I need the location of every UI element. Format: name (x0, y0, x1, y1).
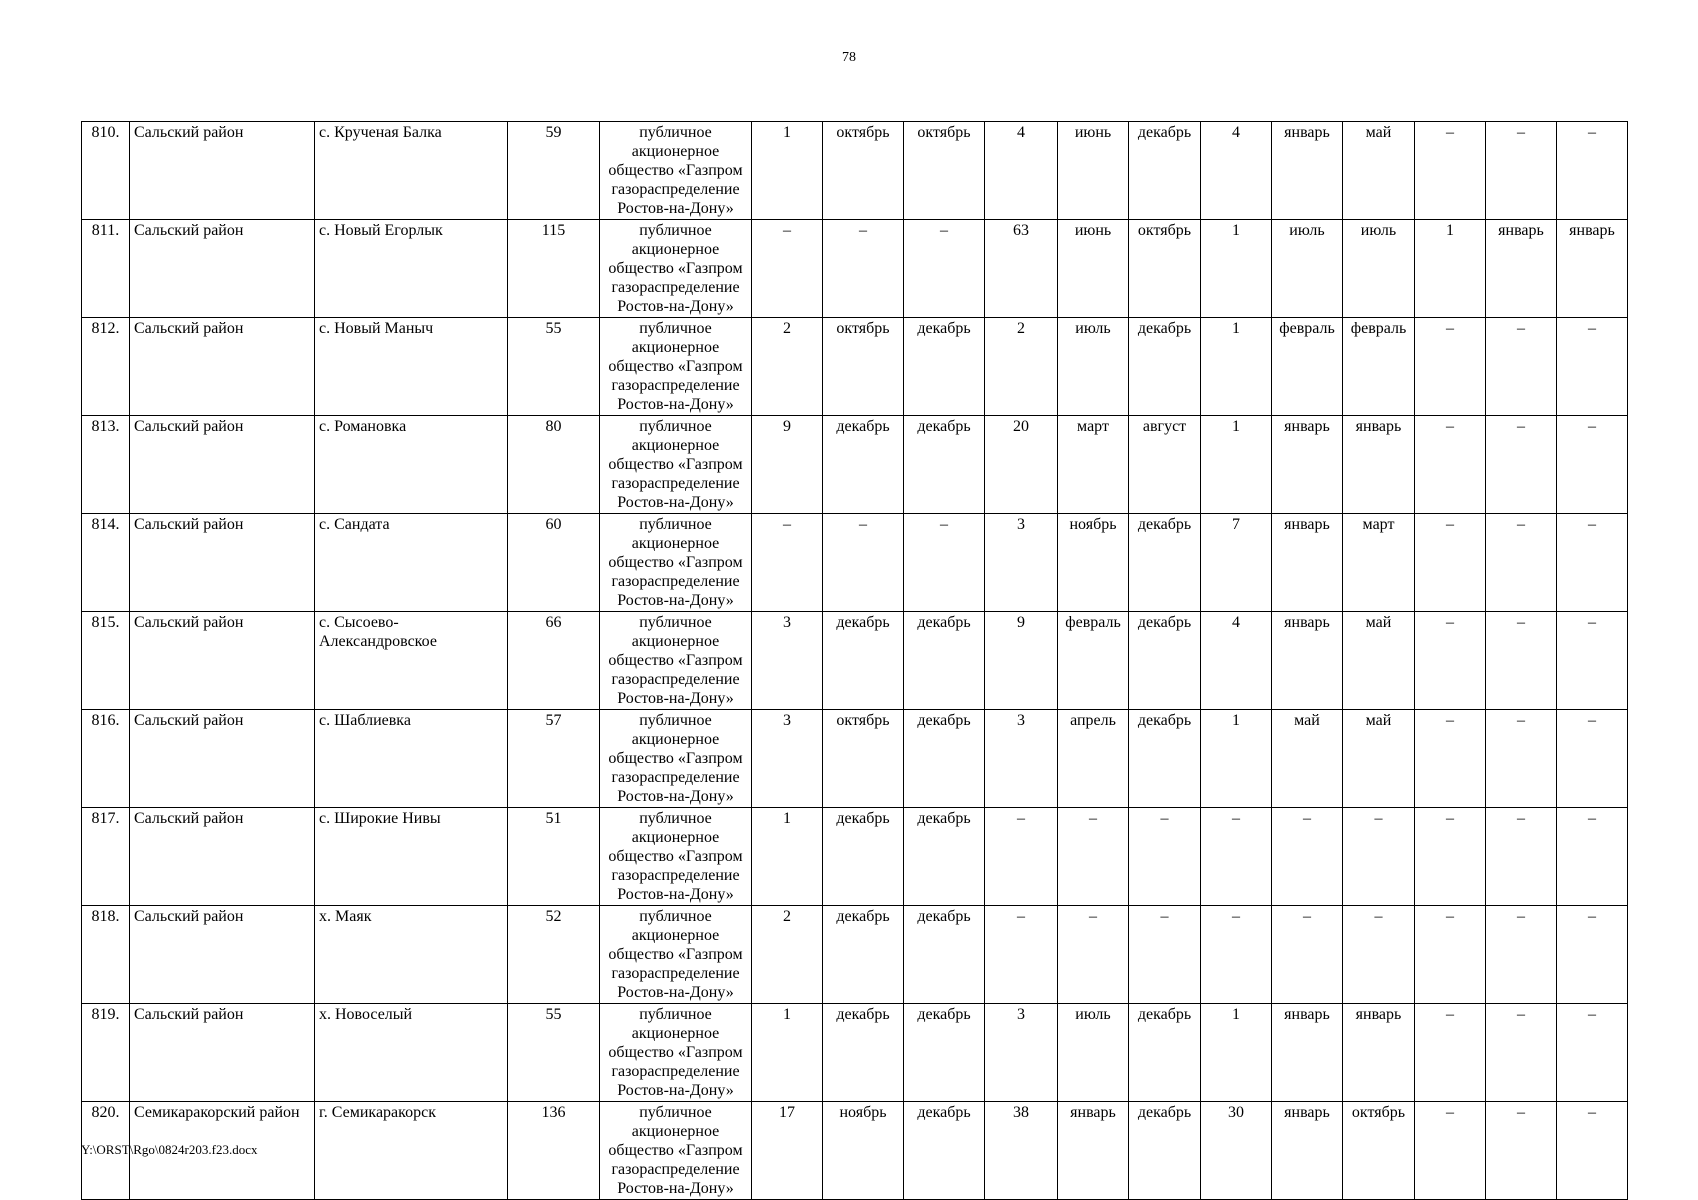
stage3-count: 1 (1201, 710, 1272, 808)
stage1-count: – (752, 220, 823, 318)
organization-cell: публичное акционерное общество «Газпром газораспределение Ростов-на-Дону» (600, 416, 752, 514)
stage1-start-month: декабрь (823, 416, 904, 514)
row-number: 817. (82, 808, 130, 906)
row-number: 819. (82, 1004, 130, 1102)
stage4-end-month: – (1557, 122, 1628, 220)
stage4-count: – (1415, 612, 1486, 710)
stage2-start-month: июль (1058, 1004, 1129, 1102)
organization-cell: публичное акционерное общество «Газпром газораспределение Ростов-на-Дону» (600, 612, 752, 710)
register-table (81, 121, 1628, 1200)
stage4-start-month: – (1486, 1102, 1557, 1200)
locality-cell: с. Сысоево-Александровское (315, 612, 508, 710)
stage3-end-month: – (1343, 808, 1415, 906)
stage2-start-month: июнь (1058, 220, 1129, 318)
stage1-start-month: декабрь (823, 906, 904, 1004)
stage2-count: 3 (985, 514, 1058, 612)
stage3-count: 1 (1201, 220, 1272, 318)
row-number: 815. (82, 612, 130, 710)
stage4-count: – (1415, 808, 1486, 906)
row-number: 810. (82, 122, 130, 220)
row-number: 816. (82, 710, 130, 808)
stage4-start-month: – (1486, 1004, 1557, 1102)
stage1-start-month: – (823, 220, 904, 318)
stage2-count: 2 (985, 318, 1058, 416)
district-cell: Сальский район (130, 1004, 315, 1102)
stage3-end-month: май (1343, 710, 1415, 808)
table-row (82, 122, 1628, 220)
locality-cell: х. Маяк (315, 906, 508, 1004)
stage3-count: 30 (1201, 1102, 1272, 1200)
stage2-end-month: декабрь (1129, 612, 1201, 710)
count-cell: 51 (508, 808, 600, 906)
stage1-start-month: декабрь (823, 612, 904, 710)
count-cell: 52 (508, 906, 600, 1004)
stage1-end-month: декабрь (904, 808, 985, 906)
locality-cell: с. Широкие Нивы (315, 808, 508, 906)
district-cell: Сальский район (130, 220, 315, 318)
stage4-start-month: – (1486, 122, 1557, 220)
stage4-end-month: январь (1557, 220, 1628, 318)
locality-cell: с. Крученая Балка (315, 122, 508, 220)
stage4-start-month: – (1486, 514, 1557, 612)
stage1-end-month: декабрь (904, 1102, 985, 1200)
stage2-count: 63 (985, 220, 1058, 318)
stage4-end-month: – (1557, 1102, 1628, 1200)
stage1-end-month: октябрь (904, 122, 985, 220)
locality-cell: с. Шаблиевка (315, 710, 508, 808)
row-number: 818. (82, 906, 130, 1004)
stage4-end-month: – (1557, 612, 1628, 710)
stage2-start-month: – (1058, 808, 1129, 906)
table-row (82, 416, 1628, 514)
stage4-count: – (1415, 1102, 1486, 1200)
stage3-end-month: январь (1343, 416, 1415, 514)
stage3-start-month: июль (1272, 220, 1343, 318)
stage1-count: 1 (752, 122, 823, 220)
count-cell: 115 (508, 220, 600, 318)
stage4-end-month: – (1557, 514, 1628, 612)
stage4-end-month: – (1557, 710, 1628, 808)
stage3-end-month: октябрь (1343, 1102, 1415, 1200)
stage3-count: – (1201, 808, 1272, 906)
stage3-count: 4 (1201, 122, 1272, 220)
stage3-start-month: январь (1272, 416, 1343, 514)
stage2-end-month: август (1129, 416, 1201, 514)
stage1-start-month: октябрь (823, 318, 904, 416)
locality-cell: с. Новый Маныч (315, 318, 508, 416)
count-cell: 136 (508, 1102, 600, 1200)
stage1-count: 3 (752, 710, 823, 808)
stage3-count: – (1201, 906, 1272, 1004)
stage3-end-month: май (1343, 122, 1415, 220)
stage2-start-month: июль (1058, 318, 1129, 416)
row-number: 812. (82, 318, 130, 416)
organization-cell: публичное акционерное общество «Газпром газораспределение Ростов-на-Дону» (600, 808, 752, 906)
stage2-count: – (985, 808, 1058, 906)
stage2-end-month: – (1129, 808, 1201, 906)
count-cell: 55 (508, 318, 600, 416)
district-cell: Сальский район (130, 122, 315, 220)
row-number: 813. (82, 416, 130, 514)
stage2-start-month: ноябрь (1058, 514, 1129, 612)
footer-file-path: Y:\ORST\Rgo\0824r203.f23.docx (81, 1142, 258, 1157)
stage3-end-month: март (1343, 514, 1415, 612)
stage1-start-month: ноябрь (823, 1102, 904, 1200)
stage4-count: – (1415, 1004, 1486, 1102)
district-cell: Сальский район (130, 710, 315, 808)
stage1-count: 1 (752, 808, 823, 906)
stage1-end-month: декабрь (904, 416, 985, 514)
stage3-start-month: январь (1272, 122, 1343, 220)
table-row (82, 1102, 1628, 1200)
stage1-end-month: декабрь (904, 710, 985, 808)
locality-cell: г. Семикаракорск (315, 1102, 508, 1200)
stage3-count: 1 (1201, 318, 1272, 416)
stage4-count: – (1415, 514, 1486, 612)
organization-cell: публичное акционерное общество «Газпром газораспределение Ростов-на-Дону» (600, 1102, 752, 1200)
stage2-count: 38 (985, 1102, 1058, 1200)
stage4-count: – (1415, 906, 1486, 1004)
stage1-end-month: декабрь (904, 906, 985, 1004)
stage3-end-month: январь (1343, 1004, 1415, 1102)
stage3-count: 1 (1201, 416, 1272, 514)
stage4-start-month: январь (1486, 220, 1557, 318)
stage3-start-month: январь (1272, 514, 1343, 612)
stage4-start-month: – (1486, 808, 1557, 906)
stage2-end-month: октябрь (1129, 220, 1201, 318)
table-row (82, 1004, 1628, 1102)
stage4-end-month: – (1557, 906, 1628, 1004)
stage2-start-month: апрель (1058, 710, 1129, 808)
stage2-start-month: январь (1058, 1102, 1129, 1200)
row-number: 820. (82, 1102, 130, 1200)
stage3-start-month: – (1272, 906, 1343, 1004)
locality-cell: с. Сандата (315, 514, 508, 612)
count-cell: 60 (508, 514, 600, 612)
table-row (82, 514, 1628, 612)
stage3-end-month: – (1343, 906, 1415, 1004)
table-row (82, 318, 1628, 416)
organization-cell: публичное акционерное общество «Газпром газораспределение Ростов-на-Дону» (600, 318, 752, 416)
stage2-start-month: март (1058, 416, 1129, 514)
stage4-start-month: – (1486, 318, 1557, 416)
stage3-start-month: январь (1272, 1004, 1343, 1102)
row-number: 814. (82, 514, 130, 612)
stage1-start-month: октябрь (823, 122, 904, 220)
count-cell: 55 (508, 1004, 600, 1102)
stage2-end-month: декабрь (1129, 710, 1201, 808)
stage2-count: 3 (985, 1004, 1058, 1102)
count-cell: 59 (508, 122, 600, 220)
organization-cell: публичное акционерное общество «Газпром газораспределение Ростов-на-Дону» (600, 710, 752, 808)
organization-cell: публичное акционерное общество «Газпром газораспределение Ростов-на-Дону» (600, 1004, 752, 1102)
stage3-count: 4 (1201, 612, 1272, 710)
stage3-start-month: май (1272, 710, 1343, 808)
stage3-end-month: май (1343, 612, 1415, 710)
stage2-end-month: декабрь (1129, 1102, 1201, 1200)
stage1-count: 1 (752, 1004, 823, 1102)
stage4-start-month: – (1486, 612, 1557, 710)
table-row (82, 906, 1628, 1004)
stage4-end-month: – (1557, 416, 1628, 514)
stage2-end-month: декабрь (1129, 318, 1201, 416)
count-cell: 80 (508, 416, 600, 514)
stage1-count: 17 (752, 1102, 823, 1200)
stage2-end-month: декабрь (1129, 122, 1201, 220)
stage4-end-month: – (1557, 1004, 1628, 1102)
stage2-count: 9 (985, 612, 1058, 710)
stage2-count: 4 (985, 122, 1058, 220)
stage2-start-month: – (1058, 906, 1129, 1004)
stage1-count: 9 (752, 416, 823, 514)
stage1-start-month: декабрь (823, 808, 904, 906)
stage3-end-month: июль (1343, 220, 1415, 318)
stage1-end-month: – (904, 220, 985, 318)
district-cell: Сальский район (130, 318, 315, 416)
stage4-start-month: – (1486, 710, 1557, 808)
stage1-start-month: октябрь (823, 710, 904, 808)
stage1-count: 2 (752, 318, 823, 416)
stage1-end-month: – (904, 514, 985, 612)
count-cell: 66 (508, 612, 600, 710)
stage2-end-month: – (1129, 906, 1201, 1004)
stage2-count: 3 (985, 710, 1058, 808)
stage4-count: 1 (1415, 220, 1486, 318)
register-table-body (82, 122, 1628, 1200)
district-cell: Сальский район (130, 416, 315, 514)
stage2-count: 20 (985, 416, 1058, 514)
stage1-count: 2 (752, 906, 823, 1004)
stage4-end-month: – (1557, 808, 1628, 906)
stage1-start-month: – (823, 514, 904, 612)
stage3-end-month: февраль (1343, 318, 1415, 416)
district-cell: Сальский район (130, 514, 315, 612)
stage1-end-month: декабрь (904, 612, 985, 710)
table-row (82, 220, 1628, 318)
stage2-end-month: декабрь (1129, 1004, 1201, 1102)
stage4-count: – (1415, 710, 1486, 808)
stage4-count: – (1415, 318, 1486, 416)
district-cell: Семикаракорский район (130, 1102, 315, 1200)
page-number: 78 (842, 50, 856, 65)
stage1-count: – (752, 514, 823, 612)
stage2-start-month: февраль (1058, 612, 1129, 710)
stage3-start-month: – (1272, 808, 1343, 906)
stage1-start-month: декабрь (823, 1004, 904, 1102)
stage4-count: – (1415, 416, 1486, 514)
organization-cell: публичное акционерное общество «Газпром газораспределение Ростов-на-Дону» (600, 906, 752, 1004)
locality-cell: х. Новоселый (315, 1004, 508, 1102)
stage4-count: – (1415, 122, 1486, 220)
district-cell: Сальский район (130, 906, 315, 1004)
count-cell: 57 (508, 710, 600, 808)
row-number: 811. (82, 220, 130, 318)
table-row (82, 612, 1628, 710)
district-cell: Сальский район (130, 612, 315, 710)
locality-cell: с. Новый Егорлык (315, 220, 508, 318)
stage3-count: 7 (1201, 514, 1272, 612)
stage3-start-month: январь (1272, 612, 1343, 710)
stage2-end-month: декабрь (1129, 514, 1201, 612)
stage4-start-month: – (1486, 416, 1557, 514)
locality-cell: с. Романовка (315, 416, 508, 514)
stage1-end-month: декабрь (904, 1004, 985, 1102)
district-cell: Сальский район (130, 808, 315, 906)
table-row (82, 808, 1628, 906)
stage3-start-month: февраль (1272, 318, 1343, 416)
stage4-start-month: – (1486, 906, 1557, 1004)
stage3-start-month: январь (1272, 1102, 1343, 1200)
organization-cell: публичное акционерное общество «Газпром газораспределение Ростов-на-Дону» (600, 220, 752, 318)
stage3-count: 1 (1201, 1004, 1272, 1102)
stage1-count: 3 (752, 612, 823, 710)
stage4-end-month: – (1557, 318, 1628, 416)
table-row (82, 710, 1628, 808)
organization-cell: публичное акционерное общество «Газпром газораспределение Ростов-на-Дону» (600, 122, 752, 220)
stage1-end-month: декабрь (904, 318, 985, 416)
stage2-start-month: июнь (1058, 122, 1129, 220)
stage2-count: – (985, 906, 1058, 1004)
organization-cell: публичное акционерное общество «Газпром газораспределение Ростов-на-Дону» (600, 514, 752, 612)
